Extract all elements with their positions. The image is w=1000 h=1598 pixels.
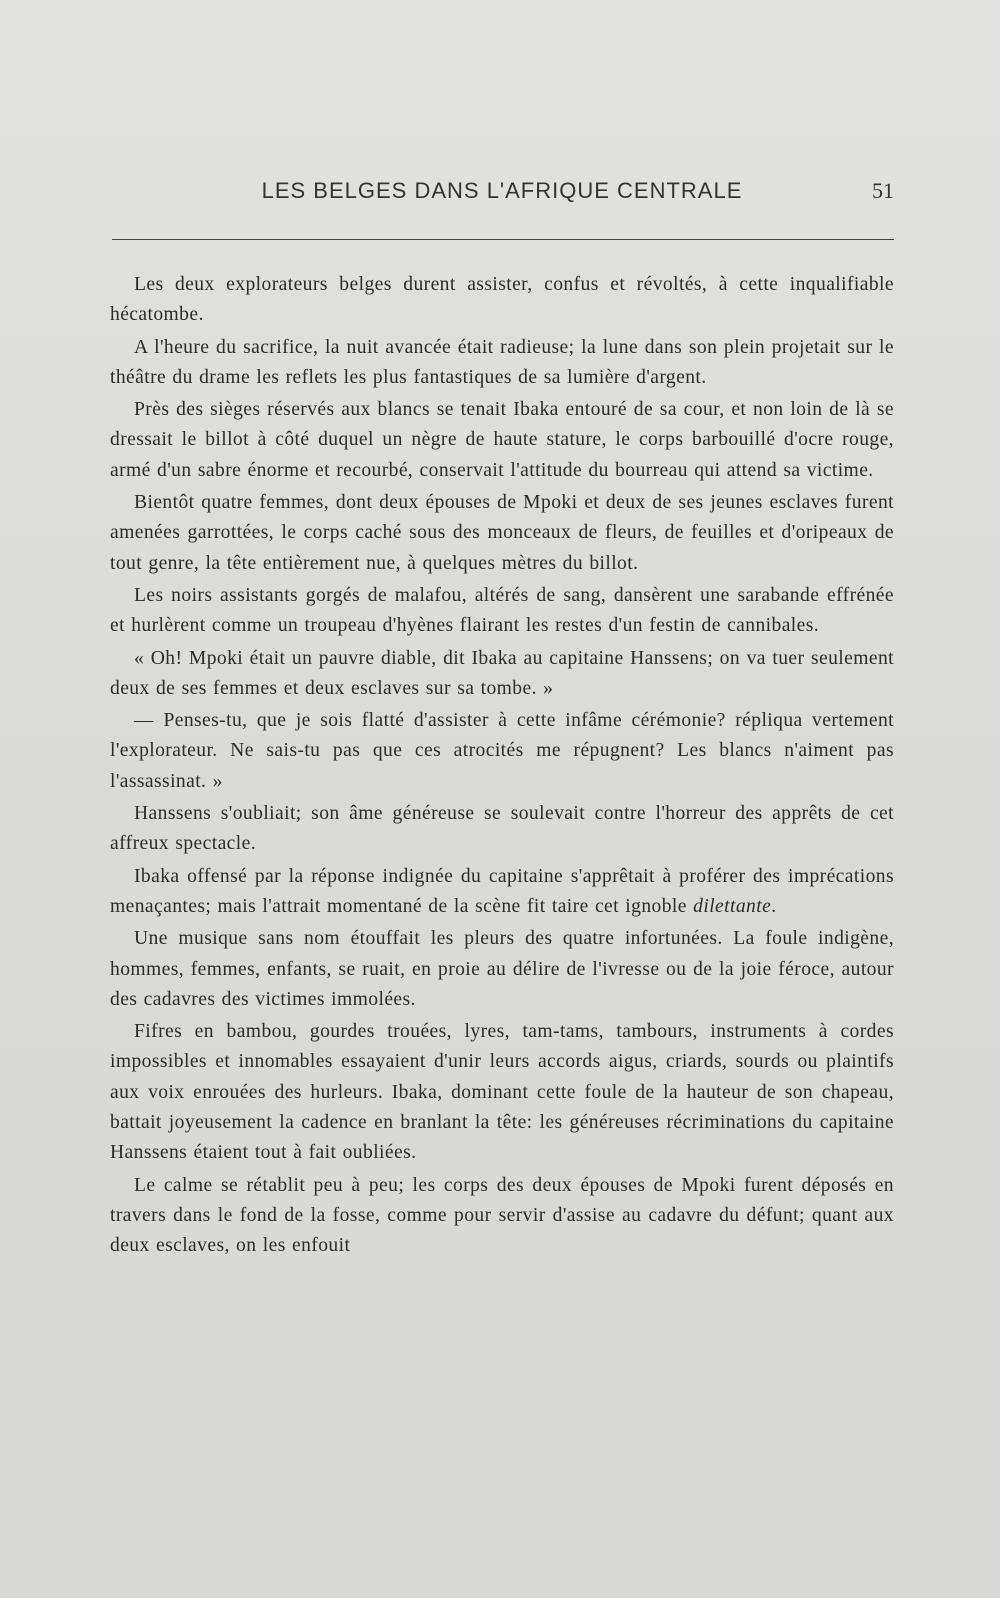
paragraph: Fifres en bambou, gourdes trouées, lyres, tam-tams, tambours, instruments à cordes impossibles et innomables essayaient d'unir leurs accords aigus, criards, sourds ou plaintifs aux voix enrouées des hurleurs. Ibaka, dominant cette foule de la hauteur de son chapeau, battait joyeusement la cadence en branlant la tête: les généreuses récriminations du capitaine Hanssens étaient tout à fait oubliées. xyxy=(110,1021,894,1164)
paragraph: Une musique sans nom étouffait les pleurs des quatre infortunées. La foule indigène, hommes, femmes, enfants, se ruait, en proie au délire de l'ivresse ou de la joie féroce, autour des cadavres des victimes immolées. xyxy=(110,928,894,1010)
paragraph: A l'heure du sacrifice, la nuit avancée était radieuse; la lune dans son plein projetait sur le théâtre du drame les reflets les plus fantastiques de sa lumière d'argent. xyxy=(110,336,894,388)
paragraph: Hanssens s'oubliait; son âme généreuse se soulevait contre l'horreur des apprêts de cet affreux spectacle. xyxy=(110,803,894,855)
paragraph: « Oh! Mpoki était un pauvre diable, dit Ibaka au capitaine Hanssens; on va tuer seulement deux de ses femmes et deux esclaves sur sa tombe. » xyxy=(110,647,894,699)
paragraph: — Penses-tu, que je sois flatté d'assister à cette infâme cérémonie? répliqua vertement l'explorateur. Ne sais-tu pas que ces atrocités me répugnent? Les blancs n'aiment pas l'assassinat. » xyxy=(110,710,894,792)
page-number: 51 xyxy=(872,178,894,203)
paragraph-text: Ibaka offensé par la réponse indignée du capitaine s'apprêtait à proférer des imprécations menaçantes; mais l'attrait momentané de la scène fit taire cet ignoble xyxy=(110,865,894,917)
header-rule xyxy=(112,239,894,240)
running-title: LES BELGES DANS L'AFRIQUE CENTRALE xyxy=(261,178,743,203)
paragraph: Les deux explorateurs belges durent assister, confus et révoltés, à cette inqualifiable hécatombe. xyxy=(110,274,894,326)
body-text xyxy=(110,270,894,1264)
page-header xyxy=(110,178,894,214)
paragraph: Près des sièges réservés aux blancs se tenait Ibaka entouré de sa cour, et non loin de là se dressait le billot à côté duquel un nègre de haute stature, le corps barbouillé d'ocre rouge, armé d'un sabre énorme et recourbé, conservait l'attitude du bourreau qui attend sa victime. xyxy=(110,399,894,481)
paragraph xyxy=(110,862,894,923)
paragraph-text: . xyxy=(771,895,777,917)
paragraph: Les noirs assistants gorgés de malafou, altérés de sang, dansèrent une sarabande effrénée et hurlèrent comme un troupeau d'hyènes flairant les restes d'un festin de cannibales. xyxy=(110,584,894,637)
italic-word: dilettante xyxy=(693,895,772,917)
paragraph: Bientôt quatre femmes, dont deux épouses de Mpoki et deux de ses jeunes esclaves furent amenées garrottées, le corps caché sous des monceaux de fleurs, de feuilles et d'oripeaux de tout genre, la tête entièrement nue, à quelques mètres du billot. xyxy=(110,492,894,574)
paragraph: Le calme se rétablit peu à peu; les corps des deux épouses de Mpoki furent déposés en travers dans le fond de la fosse, comme pour servir d'assise au cadavre du défunt; quant aux deux esclaves, on les enfouit xyxy=(110,1174,894,1257)
